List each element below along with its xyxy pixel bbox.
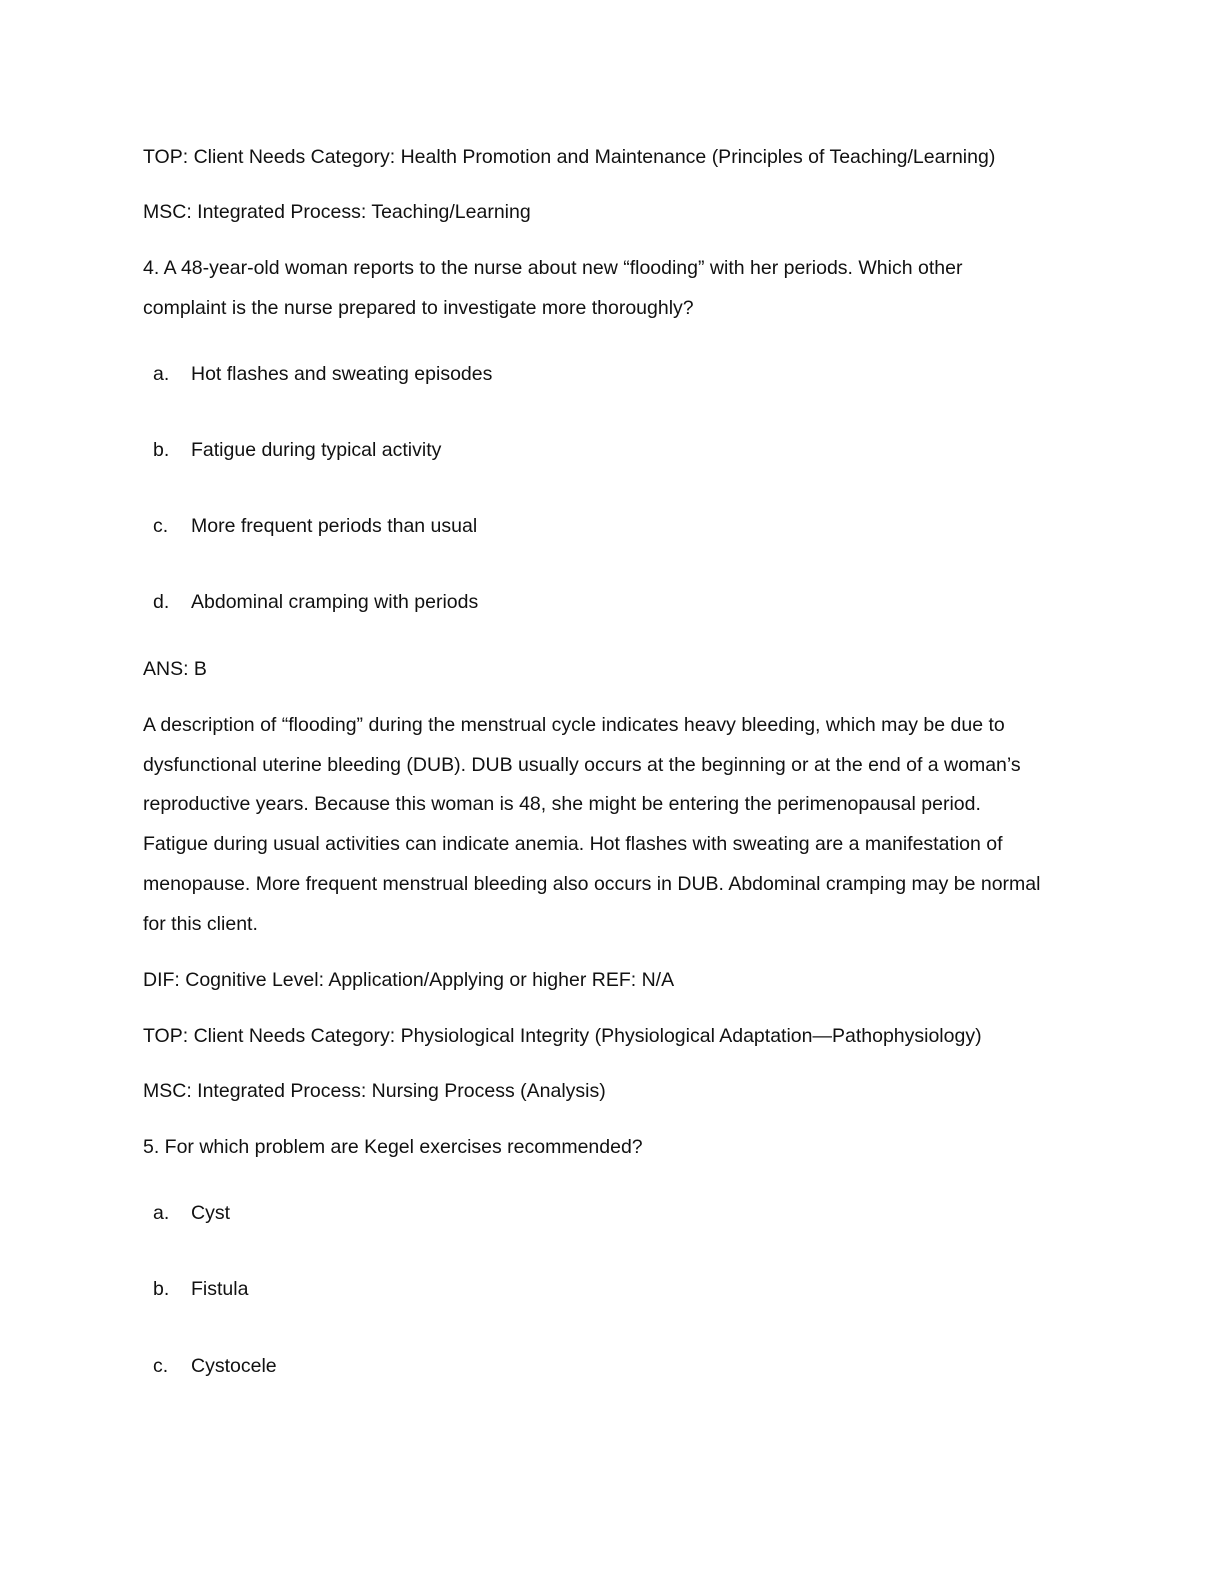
q4-option-d <box>153 590 478 614</box>
q3-msc-line: MSC: Integrated Process: Teaching/Learning <box>143 201 531 223</box>
option-text: Cyst <box>191 1202 230 1224</box>
q4-msc-line: MSC: Integrated Process: Nursing Process (Analysis) <box>143 1080 606 1102</box>
option-text: Cystocele <box>191 1355 277 1377</box>
q4-stem-line-1: 4. A 48-year-old woman reports to the nurse about new “flooding” with her periods. Which other <box>143 257 963 279</box>
option-letter: a. <box>153 1202 170 1224</box>
q4-stem-line-2: complaint is the nurse prepared to investigate more thoroughly? <box>143 297 694 319</box>
option-letter: d. <box>153 591 170 613</box>
q5-option-b <box>153 1277 248 1301</box>
q3-topic-line: TOP: Client Needs Category: Health Promotion and Maintenance (Principles of Teaching/Learning) <box>143 146 996 168</box>
q4-rationale-line-1: A description of “flooding” during the menstrual cycle indicates heavy bleeding, which may be due to <box>143 714 1005 736</box>
option-letter: b. <box>153 1278 170 1300</box>
q4-option-c <box>153 514 477 538</box>
option-text: Fatigue during typical activity <box>191 439 442 461</box>
option-letter: c. <box>153 515 169 537</box>
q4-rationale-line-5: menopause. More frequent menstrual bleeding also occurs in DUB. Abdominal cramping may be normal <box>143 873 1041 895</box>
q5-stem: 5. For which problem are Kegel exercises recommended? <box>143 1136 643 1158</box>
q4-dif-line: DIF: Cognitive Level: Application/Applying or higher REF: N/A <box>143 969 675 991</box>
option-text: Hot flashes and sweating episodes <box>191 363 493 385</box>
option-letter: c. <box>153 1355 169 1377</box>
q5-option-c <box>153 1354 277 1378</box>
q4-rationale-line-6: for this client. <box>143 913 258 935</box>
option-letter: a. <box>153 363 170 385</box>
q4-answer: ANS: B <box>143 658 207 680</box>
q4-option-b <box>153 438 441 462</box>
q4-topic-line: TOP: Client Needs Category: Physiological Integrity (Physiological Adaptation—Pathophysiology) <box>143 1025 982 1047</box>
option-text: Abdominal cramping with periods <box>191 591 479 613</box>
q4-rationale-line-2: dysfunctional uterine bleeding (DUB). DUB usually occurs at the beginning or at the end of a woman’s <box>143 754 1021 776</box>
option-letter: b. <box>153 439 170 461</box>
q5-option-a <box>153 1201 230 1225</box>
q4-rationale-line-4: Fatigue during usual activities can indicate anemia. Hot flashes with sweating are a manifestation of <box>143 833 1003 855</box>
q4-rationale-line-3: reproductive years. Because this woman is 48, she might be entering the perimenopausal period. <box>143 793 981 815</box>
q4-option-a <box>153 362 492 386</box>
option-text: Fistula <box>191 1278 249 1300</box>
option-text: More frequent periods than usual <box>191 515 478 537</box>
